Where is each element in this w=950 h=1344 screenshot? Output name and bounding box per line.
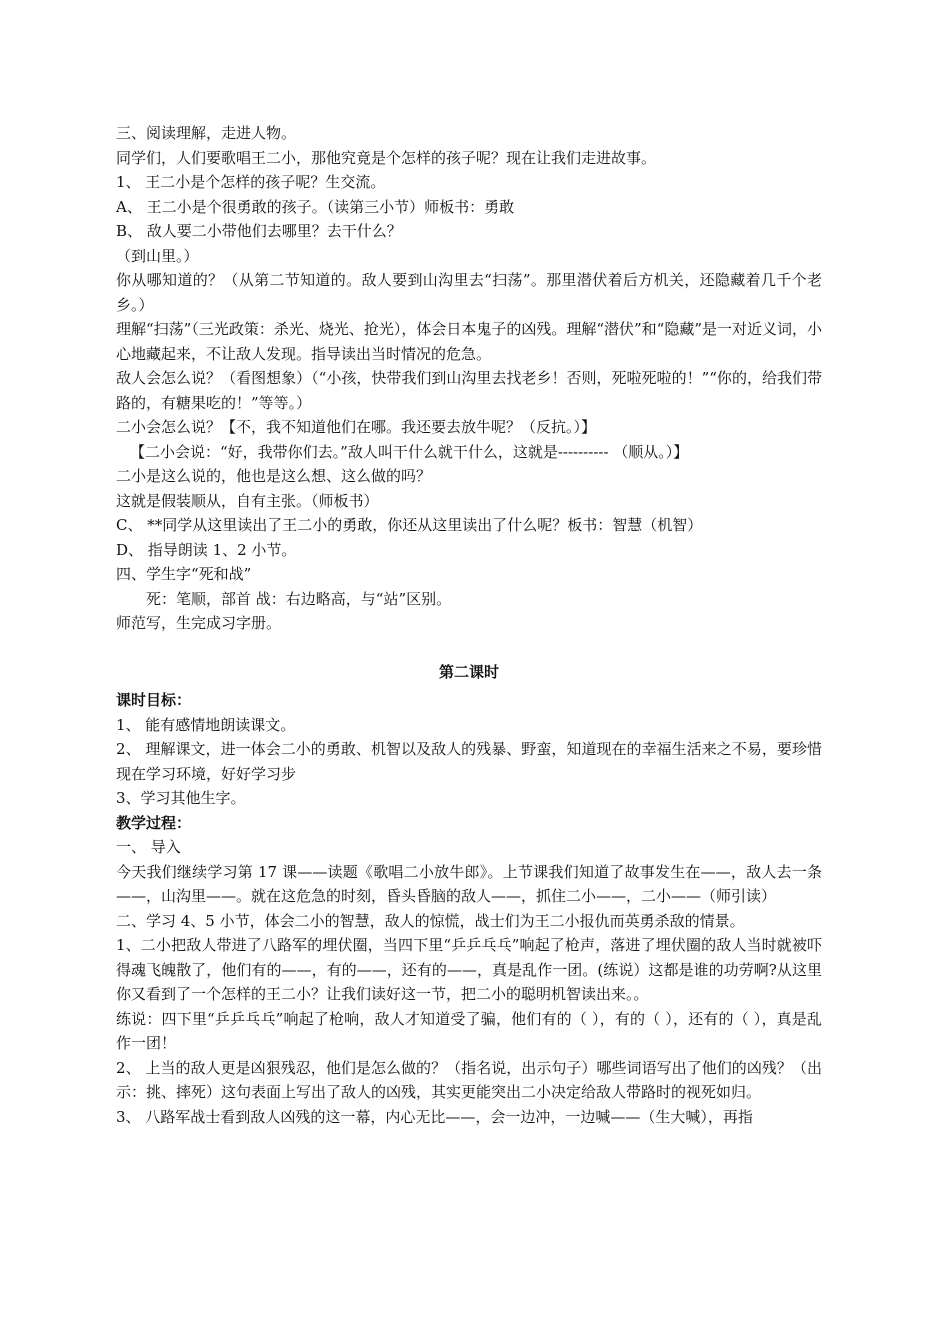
text-line: 【二小会说：“好，我带你们去。”敌人叫干什么就干什么，这就是---------- （顺从。）】 <box>130 442 689 461</box>
list-item: 1、 王二小是个怎样的孩子呢？生交流。 <box>116 173 386 191</box>
paragraph: 理解“扫荡”（三光政策：杀光、烧光、抢光），体会日本鬼子的凶残。理解“潜伏”和“隐藏”是一对近义词，小心地藏起来，不让敌人发现。指导读出当时情况的危急。 <box>116 320 823 363</box>
text-line: （到山里。） <box>116 246 199 265</box>
lesson-title: 第二课时 <box>438 662 499 681</box>
list-item: D、 指导朗读 1、2 小节。 <box>116 540 297 559</box>
list-item: A、 王二小是个很勇敢的孩子。（读第三小节）师板书：勇敢 <box>116 197 515 216</box>
paragraph: 1、二小把敌人带进了八路军的埋伏圈，当四下里“乒乒乓乓”响起了枪声，落进了埋伏圈的敌人当时就被吓得魂飞魄散了，他们有的——，有的——，还有的——，真是乱作一团。(练说）这都是谁的功劳啊?从这里你又看到了一个怎样的王二小？让我们读好这一节，把二小的聪明机智读出来。。 <box>116 936 822 1003</box>
step-heading: 二、学习 4、5 小节，体会二小的智慧，敌人的惊慌，战士们为王二小报仇而英勇杀敌的情景。 <box>116 911 745 930</box>
list-item: 1、 能有感情地朗读课文。 <box>116 715 296 734</box>
text-line: 这就是假装顺从，自有主张。（师板书） <box>116 491 379 510</box>
paragraph: 今天我们继续学习第 17 课——读题《歌唱二小放牛郎》。上节课我们知道了故事发生在——，敌人去一条——，山沟里——。就在这危急的时刻，昏头昏脑的敌人——，抓住二小——，二小——（师引读） <box>116 862 822 905</box>
paragraph: 你从哪知道的？（从第二节知道的。敌人要到山沟里去“扫荡”。那里潜伏着后方机关，还隐藏着几千个老乡。） <box>116 271 822 314</box>
section-heading-reading: 三、阅读理解，走进人物。 <box>116 124 297 142</box>
process-heading: 教学过程： <box>116 813 192 832</box>
goals-heading: 课时目标： <box>116 691 192 709</box>
text-line: 二小是这么说的，他也是这么想、这么做的吗？ <box>116 467 432 485</box>
paragraph: 敌人会怎么说？（看图想象）（“小孩，快带我们到山沟里去找老乡！否则，死啦死啦的！”“你的，给我们带路的，有糖果吃的！”等等。） <box>116 369 822 412</box>
section-heading-characters: 四、学生字“死和战” <box>116 565 252 583</box>
text-line: 师范写，生完成习字册。 <box>116 614 282 632</box>
list-item: B、 敌人要二小带他们去哪里？去干什么？ <box>116 222 402 240</box>
paragraph: 练说：四下里“乒乒乓乓”响起了枪响，敌人才知道受了骗，他们有的（ ），有的（ ），还有的（ ），真是乱作一团！ <box>116 1009 822 1052</box>
list-item: C、 **同学从这里读出了王二小的勇敢，你还从这里读出了什么呢？板书：智慧（机智） <box>116 516 703 534</box>
list-item: 3、学习其他生字。 <box>116 789 246 807</box>
text-line: 死：笔顺，部首 战：右边略高，与“站”区别。 <box>146 589 452 608</box>
paragraph: 2、 上当的敌人更是凶狠残忍，他们是怎么做的？（指名说，出示句子）哪些词语写出了他们的凶残？（出示：挑、摔死）这句表面上写出了敌人的凶残，其实更能突出二小决定给敌人带路时的视死如归。 <box>116 1058 822 1101</box>
step-heading: 一、 导入 <box>116 838 181 856</box>
text-line: 二小会怎么说？【不，我不知道他们在哪。我还要去放牛呢？（反抗。）】 <box>116 418 597 436</box>
list-item: 2、 理解课文，进一体会二小的勇敢、机智以及敌人的残暴、野蛮，知道现在的幸福生活来之不易，要珍惜现在学习环境，好好学习步 <box>116 740 822 783</box>
document-page <box>116 121 822 1129</box>
text-line: 同学们，人们要歌唱王二小，那他究竟是个怎样的孩子呢？现在让我们走进故事。 <box>116 148 657 167</box>
paragraph: 3、 八路军战士看到敌人凶残的这一幕，内心无比——，会一边冲，一边喊——（生大喊），再指 <box>116 1107 753 1126</box>
